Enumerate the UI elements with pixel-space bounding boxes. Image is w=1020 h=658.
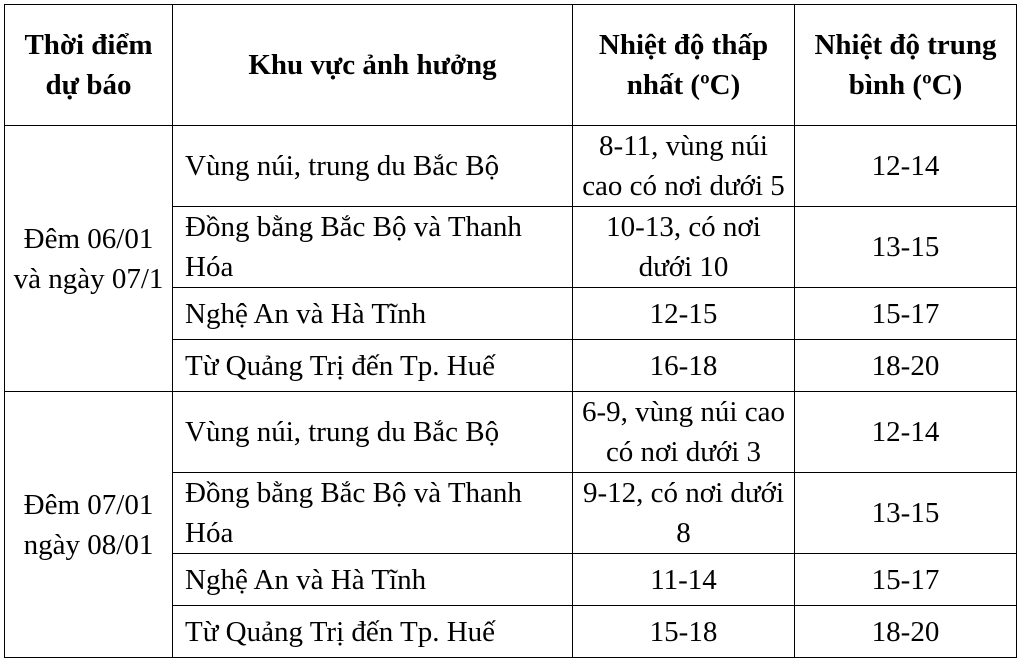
avg-temp-cell: 18-20 (795, 606, 1017, 658)
area-cell: Từ Quảng Trị đến Tp. Huế (173, 340, 573, 392)
avg-temp-cell: 13-15 (795, 473, 1017, 554)
area-cell: Từ Quảng Trị đến Tp. Huế (173, 606, 573, 658)
min-temp-cell: 15-18 (573, 606, 795, 658)
min-temp-cell: 6-9, vùng núi cao có nơi dưới 3 (573, 392, 795, 473)
table-row (5, 392, 1017, 473)
area-cell: Đồng bằng Bắc Bộ và Thanh Hóa (173, 473, 573, 554)
area-cell: Vùng núi, trung du Bắc Bộ (173, 392, 573, 473)
avg-temp-cell: 18-20 (795, 340, 1017, 392)
min-temp-cell: 10-13, có nơi dưới 10 (573, 207, 795, 288)
table-row (5, 126, 1017, 207)
min-temp-cell: 8-11, vùng núi cao có nơi dưới 5 (573, 126, 795, 207)
area-cell: Nghệ An và Hà Tĩnh (173, 288, 573, 340)
avg-temp-cell: 12-14 (795, 392, 1017, 473)
avg-temp-cell: 12-14 (795, 126, 1017, 207)
header-min-temp: Nhiệt độ thấp nhất (ºC) (573, 5, 795, 126)
min-temp-cell: 16-18 (573, 340, 795, 392)
header-avg-temp: Nhiệt độ trung bình (ºC) (795, 5, 1017, 126)
min-temp-cell: 12-15 (573, 288, 795, 340)
avg-temp-cell: 15-17 (795, 554, 1017, 606)
forecast-table (4, 4, 1017, 658)
min-temp-cell: 9-12, có nơi dưới 8 (573, 473, 795, 554)
forecast-time-cell: Đêm 06/01 và ngày 07/1 (5, 126, 173, 392)
min-temp-cell: 11-14 (573, 554, 795, 606)
area-cell: Nghệ An và Hà Tĩnh (173, 554, 573, 606)
forecast-time-cell: Đêm 07/01 ngày 08/01 (5, 392, 173, 658)
header-area: Khu vực ảnh hưởng (173, 5, 573, 126)
area-cell: Đồng bằng Bắc Bộ và Thanh Hóa (173, 207, 573, 288)
header-time: Thời điểm dự báo (5, 5, 173, 126)
area-cell: Vùng núi, trung du Bắc Bộ (173, 126, 573, 207)
avg-temp-cell: 15-17 (795, 288, 1017, 340)
avg-temp-cell: 13-15 (795, 207, 1017, 288)
header-row (5, 5, 1017, 126)
